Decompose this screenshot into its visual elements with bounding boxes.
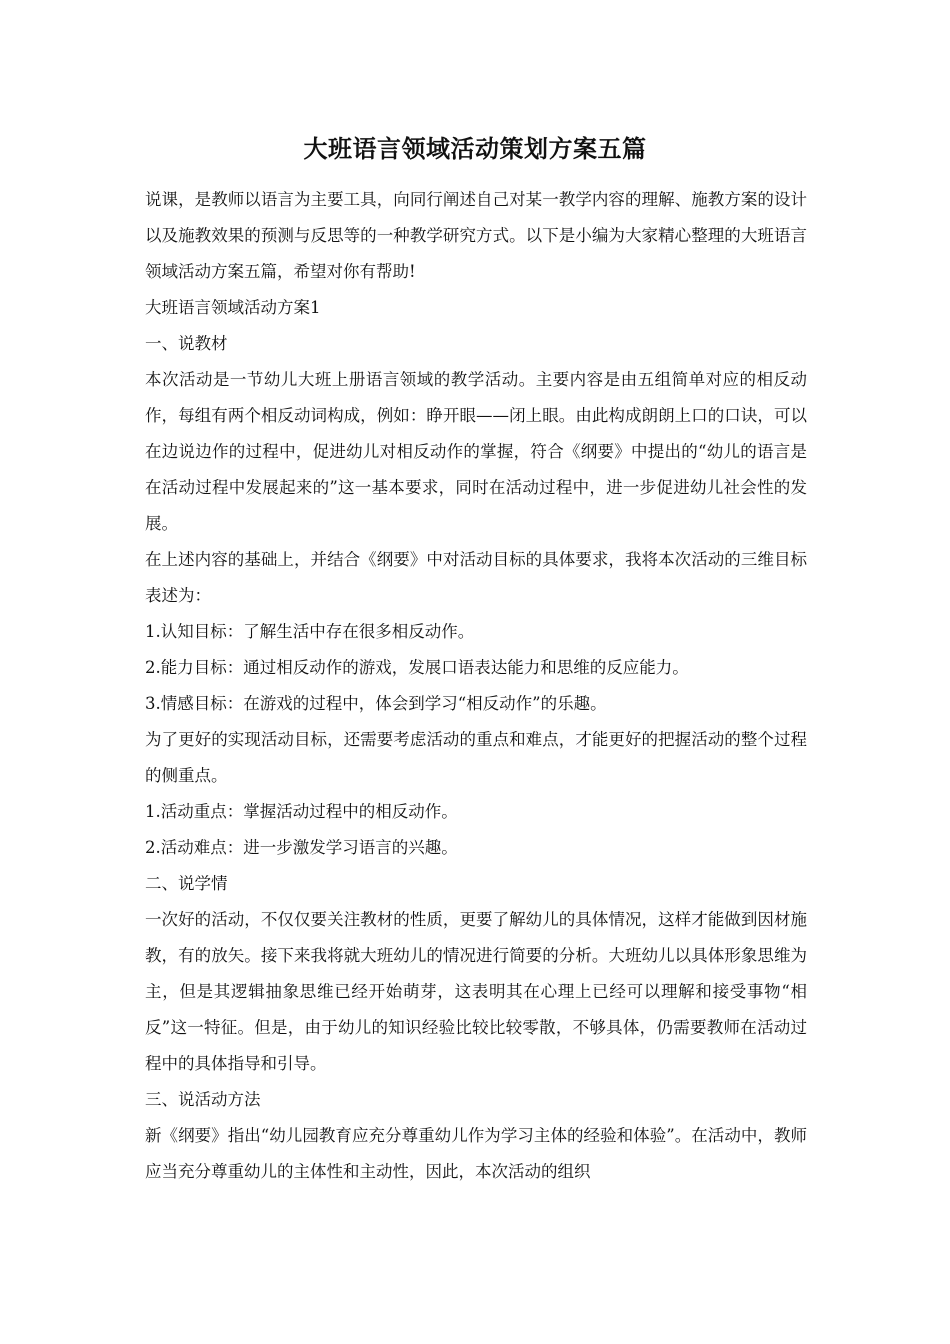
list-item-key-point: 1.活动重点：掌握活动过程中的相反动作。 (145, 802, 458, 821)
section-heading-materials: 一、说教材 (145, 334, 228, 353)
paragraph-focus-intro: 为了更好的实现活动目标，还需要考虑活动的重点和难点，才能更好的把握活动的整个过程的侧重点。 (145, 730, 807, 785)
paragraph-learners: 一次好的活动，不仅仅要关注教材的性质，更要了解幼儿的具体情况，这样才能做到因材施教，有的放矢。接下来我将就大班幼儿的情况进行简要的分析。大班幼儿以具体形象思维为主，但是其逻辑抽象思维已经开始萌芽，这表明其在心理上已经可以理解和接受事物“相反”这一特征。但是，由于幼儿的知识经验比较比较零散，不够具体，仍需要教师在活动过程中的具体指导和引导。 (145, 910, 807, 1073)
paragraph-plan-heading: 大班语言领域活动方案1 (145, 298, 321, 317)
section-heading-learners: 二、说学情 (145, 874, 228, 893)
paragraph-intro: 说课，是教师以语言为主要工具，向同行阐述自己对某一教学内容的理解、施教方案的设计以及施教效果的预测与反思等的一种教学研究方式。以下是小编为大家精心整理的大班语言领域活动方案五篇，希望对你有帮助! (145, 190, 807, 281)
paragraph-goals-intro: 在上述内容的基础上，并结合《纲要》中对活动目标的具体要求，我将本次活动的三维目标表述为： (145, 550, 807, 605)
document-body (145, 182, 807, 1190)
paragraph-materials: 本次活动是一节幼儿大班上册语言领域的教学活动。主要内容是由五组简单对应的相反动作，每组有两个相反动词构成，例如：睁开眼——闭上眼。由此构成朗朗上口的口诀，可以在边说边作的过程中，促进幼儿对相反动作的掌握，符合《纲要》中提出的“幼儿的语言是在活动过程中发展起来的”这一基本要求，同时在活动过程中，进一步促进幼儿社会性的发展。 (145, 370, 807, 533)
list-item-goal-emotion: 3.情感目标：在游戏的过程中，体会到学习“相反动作”的乐趣。 (145, 694, 607, 713)
list-item-goal-cognitive: 1.认知目标：了解生活中存在很多相反动作。 (145, 622, 475, 641)
document-title: 大班语言领域活动策划方案五篇 (303, 134, 647, 163)
paragraph-methods: 新《纲要》指出“幼儿园教育应充分尊重幼儿作为学习主体的经验和体验”。在活动中，教师应当充分尊重幼儿的主体性和主动性，因此，本次活动的组织 (145, 1126, 807, 1181)
list-item-difficulty: 2.活动难点：进一步激发学习语言的兴趣。 (145, 838, 458, 857)
section-heading-methods: 三、说活动方法 (145, 1090, 261, 1109)
list-item-goal-ability: 2.能力目标：通过相反动作的游戏，发展口语表达能力和思维的反应能力。 (145, 658, 689, 677)
